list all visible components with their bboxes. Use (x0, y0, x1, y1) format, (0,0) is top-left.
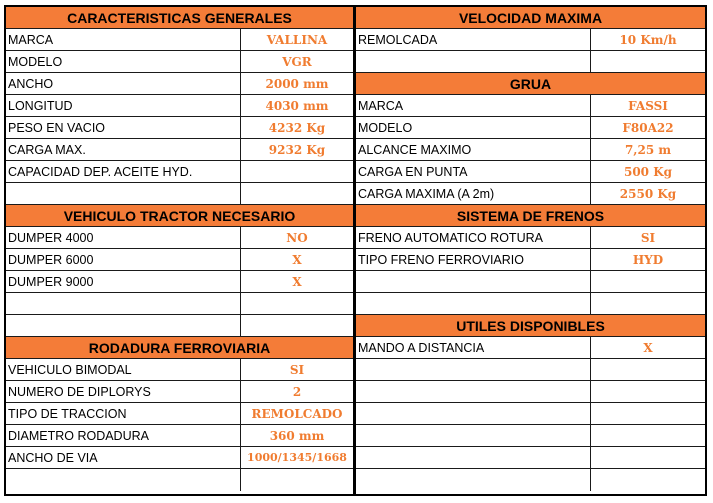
row-value: 2550 Kg (619, 186, 677, 201)
row-value: 360 mm (269, 428, 325, 443)
table-row (356, 403, 705, 425)
table-row (6, 359, 353, 381)
table-row (356, 425, 705, 447)
row-label (6, 315, 241, 336)
table-row (6, 117, 353, 139)
row-value: 4030 mm (265, 98, 329, 113)
right-panel (354, 5, 707, 496)
table-row (6, 381, 353, 403)
row-label (356, 381, 591, 402)
row-label: LONGITUD (6, 95, 241, 116)
table-row (356, 337, 705, 359)
row-value (591, 403, 705, 424)
section-header-grua (356, 73, 705, 95)
table-row (356, 183, 705, 205)
section-header-frenos (356, 205, 705, 227)
row-value: X (643, 340, 653, 355)
row-value: VALLINA (266, 32, 328, 47)
table-row (356, 249, 705, 271)
row-label: MODELO (6, 51, 241, 72)
row-label (356, 271, 591, 292)
section-title: RODADURA FERROVIARIA (6, 337, 353, 358)
row-label (356, 447, 591, 468)
table-row (6, 73, 353, 95)
table-row (6, 249, 353, 271)
row-value: REMOLCADO (251, 406, 343, 421)
row-label: REMOLCADA (356, 29, 591, 50)
row-value: 2 (292, 384, 302, 399)
row-value: HYD (632, 252, 664, 267)
row-label: MANDO A DISTANCIA (356, 337, 591, 358)
table-row (6, 161, 353, 183)
row-value: 500 Kg (623, 164, 673, 179)
section-title: VEHICULO TRACTOR NECESARIO (6, 205, 353, 226)
table-row (6, 315, 353, 337)
row-label (356, 293, 591, 314)
row-value (241, 315, 353, 336)
table-row (356, 271, 705, 293)
row-label: NUMERO DE DIPLORYS (6, 381, 241, 402)
row-label: DUMPER 9000 (6, 271, 241, 292)
row-value (591, 425, 705, 446)
section-header-velocidad (356, 7, 705, 29)
table-row (6, 95, 353, 117)
row-label (356, 359, 591, 380)
table-row (6, 227, 353, 249)
row-value (241, 469, 353, 491)
row-value: NO (286, 230, 308, 245)
row-value: 9232 Kg (268, 142, 326, 157)
table-row (6, 183, 353, 205)
row-value (591, 293, 705, 314)
table-row (6, 139, 353, 161)
row-value: SI (640, 230, 656, 245)
table-row (6, 403, 353, 425)
row-value (591, 271, 705, 292)
table-row (6, 271, 353, 293)
row-label: CARGA MAX. (6, 139, 241, 160)
section-title: UTILES DISPONIBLES (356, 315, 705, 336)
row-value: X (292, 252, 302, 267)
row-label: TIPO FRENO FERROVIARIO (356, 249, 591, 270)
section-title: VELOCIDAD MAXIMA (356, 7, 705, 28)
row-label: VEHICULO BIMODAL (6, 359, 241, 380)
row-value: VGR (282, 54, 312, 69)
row-label (6, 293, 241, 314)
table-row (356, 161, 705, 183)
table-row (6, 51, 353, 73)
row-value (591, 469, 705, 491)
row-value: 7,25 m (624, 142, 672, 157)
table-row (356, 29, 705, 51)
row-value (591, 381, 705, 402)
row-value: X (292, 274, 302, 289)
row-value (241, 293, 353, 314)
row-label: ANCHO DE VIA (6, 447, 241, 468)
row-value (241, 161, 353, 182)
row-value (591, 51, 705, 72)
table-row (6, 293, 353, 315)
row-value: 4232 Kg (268, 120, 326, 135)
row-value: 1000/1345/1668 (247, 451, 347, 464)
table-row (356, 469, 705, 491)
table-row (356, 359, 705, 381)
table-row (356, 293, 705, 315)
row-value: SI (289, 362, 305, 377)
table-row (6, 425, 353, 447)
table-row (6, 447, 353, 469)
section-title: SISTEMA DE FRENOS (356, 205, 705, 226)
row-label: CAPACIDAD DEP. ACEITE HYD. (6, 161, 241, 182)
row-value: 2000 mm (265, 76, 329, 91)
row-label: DIAMETRO RODADURA (6, 425, 241, 446)
row-label: CARGA EN PUNTA (356, 161, 591, 182)
table-row (6, 469, 353, 491)
left-panel (4, 5, 355, 496)
section-header-utiles (356, 315, 705, 337)
table-row (356, 227, 705, 249)
row-label: MARCA (356, 95, 591, 116)
row-label (356, 51, 591, 72)
row-label: CARGA MAXIMA (A 2m) (356, 183, 591, 204)
table-row (6, 29, 353, 51)
row-label: DUMPER 6000 (6, 249, 241, 270)
table-row (356, 381, 705, 403)
row-label: ANCHO (6, 73, 241, 94)
row-label: PESO EN VACIO (6, 117, 241, 138)
section-title: GRUA (356, 73, 705, 94)
row-value (591, 447, 705, 468)
row-value: F80A22 (622, 120, 674, 135)
row-label (356, 469, 591, 491)
row-label (356, 403, 591, 424)
section-header-rodadura (6, 337, 353, 359)
row-label: ALCANCE MAXIMO (356, 139, 591, 160)
section-header-generales (6, 7, 353, 29)
section-header-tractor (6, 205, 353, 227)
row-value: FASSI (628, 98, 668, 113)
row-label (356, 425, 591, 446)
row-value (591, 359, 705, 380)
row-label: TIPO DE TRACCION (6, 403, 241, 424)
table-row (356, 117, 705, 139)
row-label: FRENO AUTOMATICO ROTURA (356, 227, 591, 248)
row-label (6, 183, 241, 204)
row-value (241, 183, 353, 204)
table-row (356, 51, 705, 73)
table-row (356, 447, 705, 469)
row-label: MODELO (356, 117, 591, 138)
row-label: DUMPER 4000 (6, 227, 241, 248)
row-value: 10 Km/h (619, 32, 677, 47)
table-row (356, 139, 705, 161)
table-row (356, 95, 705, 117)
row-label (6, 469, 241, 491)
section-title: CARACTERISTICAS GENERALES (6, 7, 353, 28)
row-label: MARCA (6, 29, 241, 50)
